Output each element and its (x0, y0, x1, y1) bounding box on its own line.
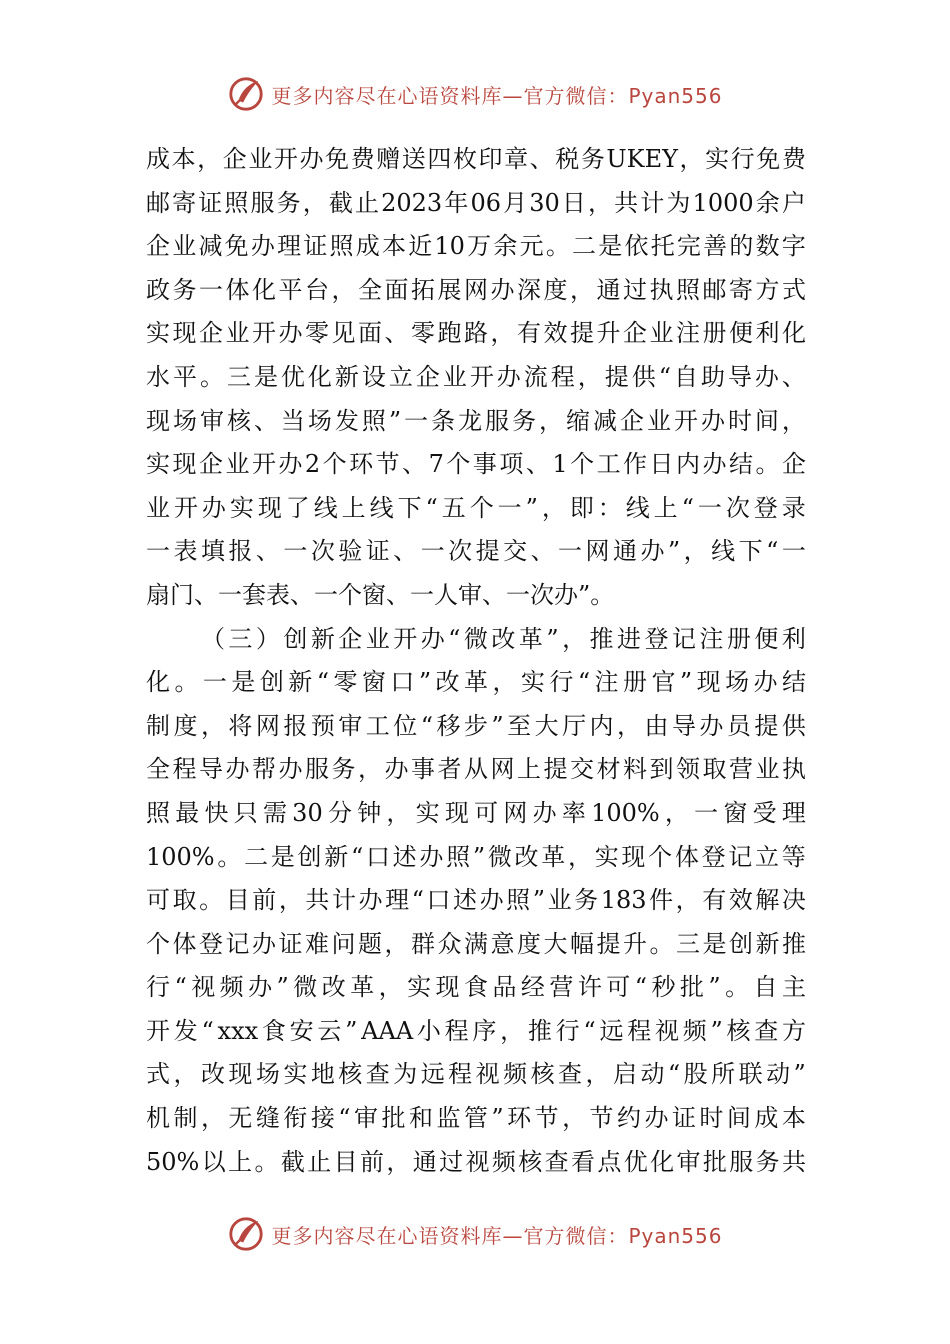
body-text-line: 化 。 一 是 创 新 “ 零 窗 口 ” 改 革 ， 实 行 “ 注 册 官 ” 现 场 办 结 (146, 668, 806, 697)
footer-watermark-banner (0, 1212, 950, 1256)
body-text-line: 企 业 减 免 办 理 证 照 成 本 近 10 万 余 元 。 二 是 依 托 完 善 的 数 字 (146, 232, 806, 261)
body-text-line: 个 体 登 记 办 证 难 问 题 ， 群 众 满 意 度 大 幅 提 升 。 三 是 创 新 推 (146, 929, 806, 958)
footer-banner-text: 更多内容尽在心语资料库—官方微信：Pyan556 (271, 1223, 723, 1248)
header-banner-text: 更多内容尽在心语资料库—官方微信：Pyan556 (271, 83, 723, 108)
body-text-line: 实 现 企 业 开 办 2 个 环 节 、 7 个 事 项 、 1 个 工 作 日 内 办 结 。 企 (146, 450, 806, 479)
body-text-line: 现 场 审 核 、 当 场 发 照 ” 一 条 龙 服 务 ， 缩 减 企 业 开 办 时 间 ， (146, 406, 806, 435)
body-text-line: 水 平 。 三 是 优 化 新 设 立 企 业 开 办 流 程 ， 提 供 “ 自 助 导 办 、 (146, 362, 806, 391)
body-text-line: 政 务 一 体 化 平 台 ， 全 面 拓 展 网 办 深 度 ， 通 过 执 照 邮 寄 方 式 (146, 275, 806, 304)
logo-icon (227, 75, 265, 113)
body-text-line: （ 三 ） 创 新 企 业 开 办 “ 微 改 革 ” ， 推 进 登 记 注 册 便 利 (200, 624, 806, 653)
body-text-line: 50% 以 上 。 截 止 目 前 ， 通 过 视 频 核 查 看 点 优 化 审 批 服 务 共 (146, 1147, 806, 1176)
body-text-line: 式 ， 改 现 场 实 地 核 查 为 远 程 视 频 核 查 ， 启 动 “ 股 所 联 动 ” (146, 1060, 806, 1089)
body-text-line: 全 程 导 办 帮 办 服 务 ， 办 事 者 从 网 上 提 交 材 料 到 领 取 营 业 执 (146, 755, 806, 784)
logo-icon (227, 1215, 265, 1253)
body-text-line: 邮 寄 证 照 服 务 ， 截 止 2023 年 06 月 30 日 ， 共 计 为 1000 余 户 (146, 188, 806, 217)
body-text-line: 成 本 ， 企 业 开 办 免 费 赠 送 四 枚 印 章 、 税 务 UKEY ， 实 行 免 费 (146, 145, 806, 173)
body-text-line: 扇 门 、 一 套 表 、 一 个 窗 、 一 人 审 、 一 次 办 ” 。 (146, 580, 615, 609)
body-text-line: 机 制 ， 无 缝 衔 接 “ 审 批 和 监 管 ” 环 节 ， 节 约 办 证 时 间 成 本 (146, 1104, 806, 1133)
header-watermark-banner (0, 72, 950, 116)
body-text-line: 100% 。 二 是 创 新 “ 口 述 办 照 ” 微 改 革 ， 实 现 个 体 登 记 立 等 (146, 842, 806, 871)
body-text-line: 照 最 快 只 需 30 分 钟 ， 实 现 可 网 办 率 100% ， 一 窗 受 理 (146, 798, 806, 827)
body-text-line: 可 取 。 目 前 ， 共 计 办 理 “ 口 述 办 照 ” 业 务 183 件 ， 有 效 解 决 (146, 886, 806, 915)
body-text-line: 开 发 “ xxx 食 安 云 ” AAA 小 程 序 ， 推 行 “ 远 程 视 频 ” 核 查 方 (146, 1016, 806, 1045)
body-text-line: 实 现 企 业 开 办 零 见 面 、 零 跑 路 ， 有 效 提 升 企 业 注 册 便 利 化 (146, 319, 806, 348)
body-text-line: 制 度 ， 将 网 报 预 审 工 位 “ 移 步 ” 至 大 厅 内 ， 由 导 办 员 提 供 (146, 711, 806, 740)
body-text-line: 业 开 办 实 现 了 线 上 线 下 “ 五 个 一 ” ， 即 ： 线 上 “ 一 次 登 录 (146, 493, 806, 522)
document-body (146, 138, 806, 1184)
body-text-line: 一 表 填 报 、 一 次 验 证 、 一 次 提 交 、 一 网 通 办 ” ， 线 下 “ 一 (146, 537, 806, 566)
body-text-line: 行 “ 视 频 办 ” 微 改 革 ， 实 现 食 品 经 营 许 可 “ 秒 批 ” 。 自 主 (146, 973, 806, 1002)
